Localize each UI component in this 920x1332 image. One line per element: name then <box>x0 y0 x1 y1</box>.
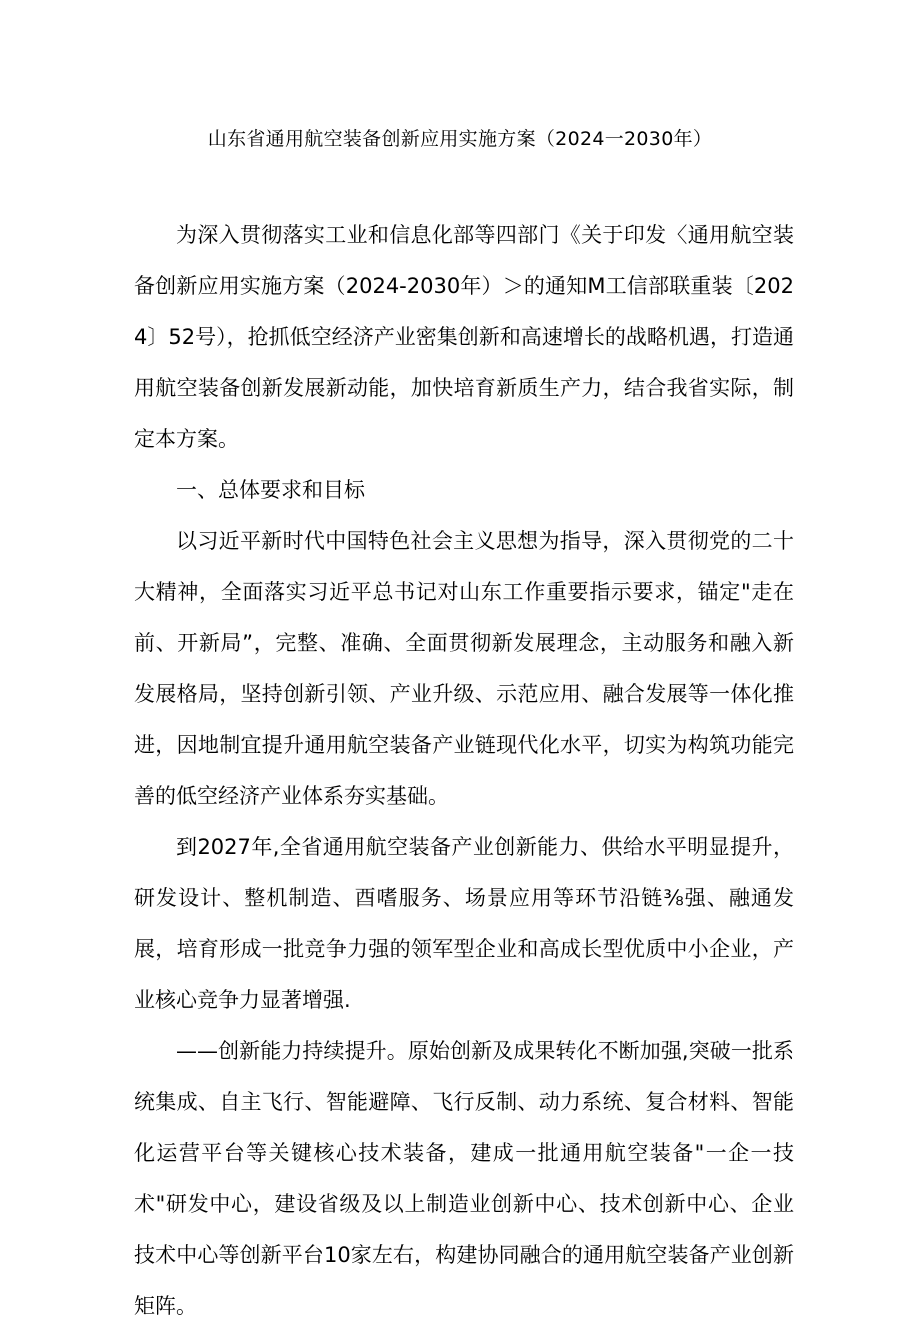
document-body <box>134 210 794 1332</box>
innovation-capability-paragraph: ——创新能力持续提升。原始创新及成果转化不断加强,突破一批系统集成、自主飞行、智能避障、飞行反制、动力系统、复合材料、智能化运营平台等关键核心技术装备，建成一批通用航空装备"一企一技术"研发中心，建设省级及以上制造业创新中心、技术创新中心、企业技术中心等创新平台10家左右，构建协同融合的通用航空装备产业创新矩阵。 <box>134 1039 794 1318</box>
document-title: 山东省通用航空装备创新应用实施方案（2024一2030年） <box>207 128 713 150</box>
intro-paragraph: 为深入贯彻落实工业和信息化部等四部门《关于印发〈通用航空装备创新应用实施方案（2024-2030年）＞的通知M工信部联重装〔2024〕52号），抢抓低空经济产业密集创新和高速增长的战略机遇，打造通用航空装备创新发展新动能，加快培育新质生产力，结合我省实际，制定本方案。 <box>134 223 794 451</box>
section-heading-general-requirements: 一、总体要求和目标 <box>176 478 365 502</box>
target-2027-paragraph: 到2027年,全省通用航空装备产业创新能力、供给水平明显提升，研发设计、整机制造、酉嗜服务、场景应用等环节沿链⅜强、融通发展，培育形成一批竞争力强的领军型企业和高成长型优质中小企业，产业核心竞争力显著增强. <box>134 835 794 1012</box>
guiding-principle-paragraph: 以习近平新时代中国特色社会主义思想为指导，深入贯彻党的二十大精神，全面落实习近平总书记对山东工作重要指示要求，锚定"走在前、开新局”，完整、准确、全面贯彻新发展理念，主动服务和融入新发展格局，坚持创新引领、产业升级、示范应用、融合发展等一体化推进，因地制宜提升通用航空装备产业链现代化水平，切实为构筑功能完善的低空经济产业体系夯实基础。 <box>134 529 794 808</box>
